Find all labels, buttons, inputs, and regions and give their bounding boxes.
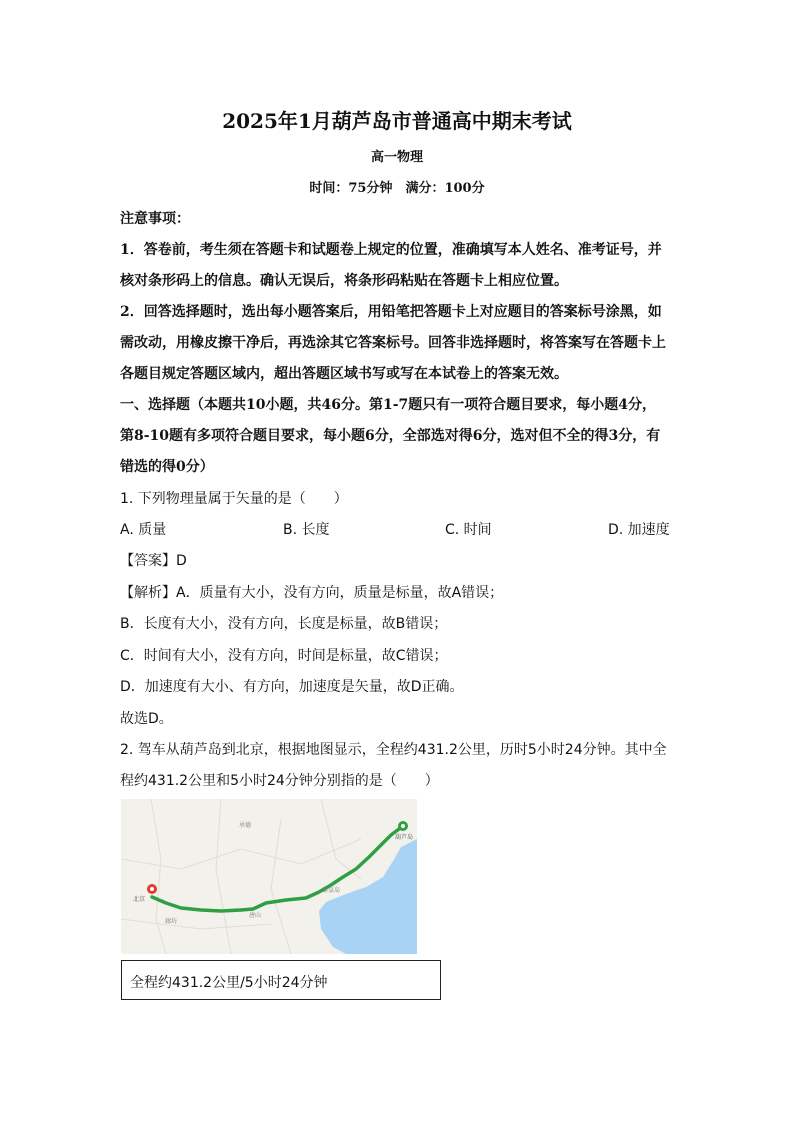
section1-line3: 错选的得0分） <box>120 459 214 475</box>
q1-analysis-line: C．时间有大小，没有方向，时间是标量，故C错误； <box>120 648 448 664</box>
q1-analysis-line: 故选D。 <box>120 711 173 727</box>
q1-option-a: A. 质量 <box>120 522 167 538</box>
route-map <box>121 799 417 954</box>
q1-answer: 【答案】D <box>120 553 187 569</box>
q2-stem-line2: 程约431.2公里和5小时24分钟分别指的是（ ） <box>120 773 439 789</box>
q1-analysis-line: D．加速度有大小、有方向，加速度是矢量，故D正确。 <box>120 679 464 695</box>
beijing-marker-icon <box>147 884 157 894</box>
section1-line1: 一、选择题（本题共10小题，共46分。第1-7题只有一项符合题目要求，每小题4分， <box>120 397 656 413</box>
q1-stem: 1. 下列物理量属于矢量的是（ ） <box>120 491 348 507</box>
map-label-beijing: 北京 <box>133 896 146 903</box>
time-info: 时间：75分钟 满分：100分 <box>309 181 485 196</box>
q2-stem-line1: 2. 驾车从葫芦岛到北京，根据地图显示，全程约431.2公里，历时5小时24分钟。其中全 <box>120 742 667 758</box>
notice-item2-line2: 需改动，用橡皮擦干净后，再选涂其它答案标号。回答非选择题时，将答案写在答题卡上 <box>120 335 666 351</box>
notice-item1-line2: 核对条形码上的信息。确认无误后，将条形码粘贴在答题卡上相应位置。 <box>120 273 568 289</box>
notice-item2-line1: 2．回答选择题时，选出每小题答案后，用铅笔把答题卡上对应题目的答案标号涂黑，如 <box>120 304 662 320</box>
map-caption-box <box>121 960 441 1000</box>
map-label-huludao: 葫芦岛 <box>395 834 414 841</box>
q1-analysis-line: 【解析】A．质量有大小，没有方向，质量是标量，故A错误； <box>120 585 504 601</box>
q1-option-c: C. 时间 <box>445 522 492 538</box>
map-caption: 全程约431.2公里/5小时24分钟 <box>130 975 328 991</box>
huludao-marker-icon <box>398 821 408 831</box>
section1-line2: 第8-10题有多项符合题目要求，每小题6分，全部选对得6分，选对但不全的得3分，有 <box>120 428 661 444</box>
q1-option-d: D. 加速度 <box>608 522 670 538</box>
page-title: 2025年1月葫芦岛市普通高中期末考试 <box>222 109 572 133</box>
q1-option-b: B. 长度 <box>283 522 330 538</box>
notice-heading: 注意事项： <box>120 211 190 227</box>
subject-label: 高一物理 <box>370 150 423 165</box>
q1-analysis-line: B．长度有大小，没有方向，长度是标量，故B错误； <box>120 616 448 632</box>
map-label-qinhuangdao: 秦皇岛 <box>322 887 341 894</box>
map-label-langfang: 廊坊 <box>165 918 178 925</box>
notice-item2-line3: 各题目规定答题区域内，超出答题区域书写或写在本试卷上的答案无效。 <box>120 366 568 382</box>
notice-item1-line1: 1．答卷前，考生须在答题卡和试题卷上规定的位置，准确填写本人姓名、准考证号，并 <box>120 242 662 258</box>
map-label-chengde: 承德 <box>239 822 252 829</box>
map-label-tangshan: 唐山 <box>249 912 262 919</box>
